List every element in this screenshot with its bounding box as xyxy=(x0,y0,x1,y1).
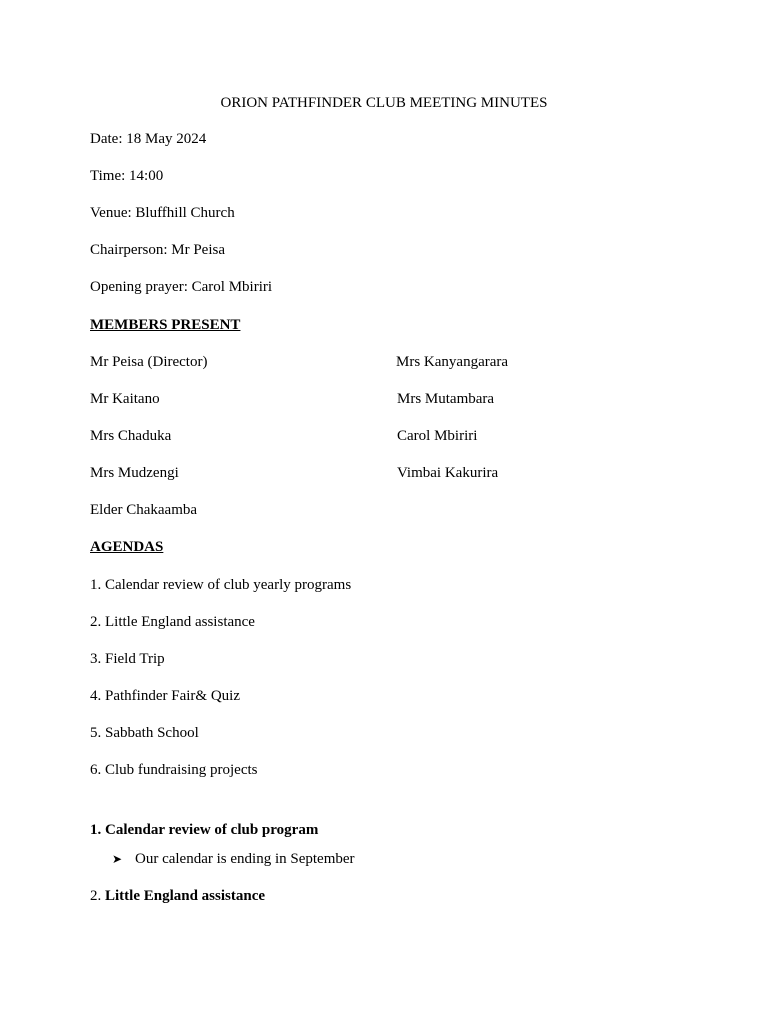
meeting-date: Date: 18 May 2024 xyxy=(90,131,207,147)
section-2-heading xyxy=(90,887,265,905)
section-1-number: 1. xyxy=(90,822,105,838)
opening-prayer: Opening prayer: Carol Mbiriri xyxy=(90,279,273,295)
agendas-heading: AGENDAS xyxy=(90,539,164,555)
member-right-4: Vimbai Kakurira xyxy=(397,465,499,481)
arrow-bullet-icon: ➤ xyxy=(112,852,123,866)
meeting-venue: Venue: Bluffhill Church xyxy=(90,205,235,221)
member-right-1: Mrs Kanyangarara xyxy=(396,354,509,370)
agenda-item-2: 2. Little England assistance xyxy=(90,614,255,630)
member-left-2: Mr Kaitano xyxy=(90,391,160,407)
section-2-title: Little England assistance xyxy=(105,888,266,904)
section-1-bullet-text: Our calendar is ending in September xyxy=(135,851,355,867)
section-1-bullet xyxy=(112,850,355,868)
agenda-item-4: 4. Pathfinder Fair& Quiz xyxy=(90,688,240,704)
agenda-item-3: 3. Field Trip xyxy=(90,651,165,667)
members-present-heading: MEMBERS PRESENT xyxy=(90,317,241,333)
member-right-2: Mrs Mutambara xyxy=(397,391,495,407)
section-1-heading xyxy=(90,821,318,839)
section-2-number: 2. xyxy=(90,888,105,904)
member-left-5: Elder Chakaamba xyxy=(90,502,198,518)
member-right-3: Carol Mbiriri xyxy=(397,428,478,444)
meeting-time: Time: 14:00 xyxy=(90,168,164,184)
meeting-chairperson: Chairperson: Mr Peisa xyxy=(90,242,225,258)
member-left-3: Mrs Chaduka xyxy=(90,428,172,444)
agenda-item-5: 5. Sabbath School xyxy=(90,725,199,741)
document-title: ORION PATHFINDER CLUB MEETING MINUTES xyxy=(220,95,548,111)
section-1-title: Calendar review of club program xyxy=(105,822,319,838)
agenda-item-6: 6. Club fundraising projects xyxy=(90,762,258,778)
member-left-4: Mrs Mudzengi xyxy=(90,465,179,481)
member-left-1: Mr Peisa (Director) xyxy=(90,354,208,370)
agenda-item-1: 1. Calendar review of club yearly programs xyxy=(90,577,352,593)
